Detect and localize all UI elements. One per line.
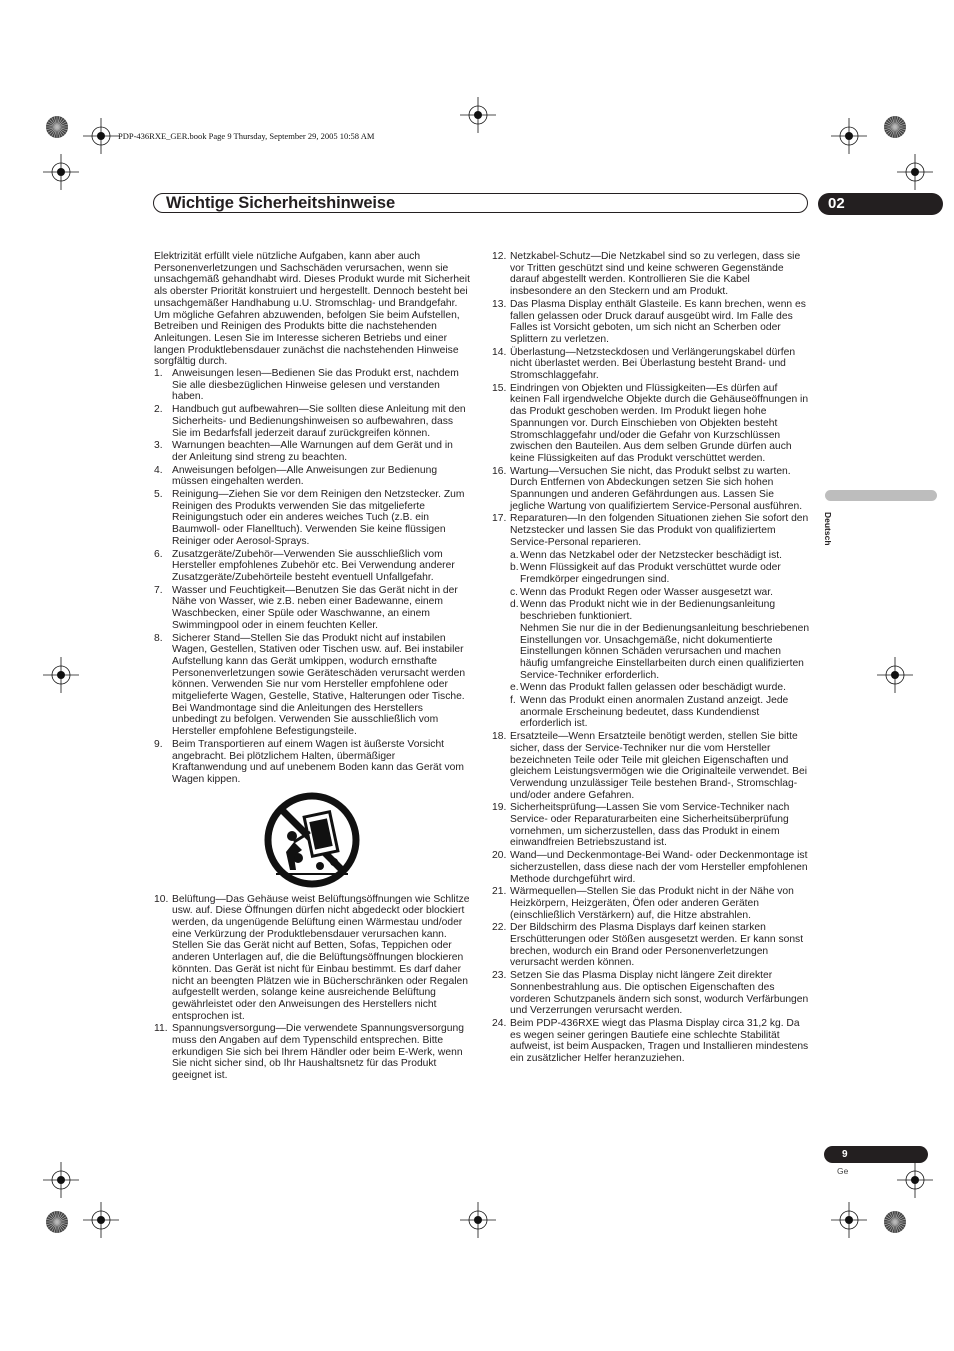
page-number: 9 xyxy=(842,1149,848,1160)
item-text: Anweisungen lesen—Bedienen Sie das Produkt erst, nachdem Sie alle diesbezüglichen Hinweise gelesen und verstanden haben. xyxy=(172,368,459,403)
item-text: Sicherheitsprüfung—Lassen Sie vom Service-Techniker nach Service- oder Reparaturarbeiten eine Sicherheitsüberprüfung vornehmen, um sicherzustellen, dass das Produkt in einem einwandfreien Betriebszustand ist. xyxy=(510,802,790,849)
item-number: 15. xyxy=(492,382,507,394)
item-number: 11. xyxy=(154,1023,168,1035)
item-text: Eindringen von Objekten und Flüssigkeiten—Es dürfen auf keinen Fall irgendwelche Objekte durch die Gehäuseöffnungen in das Produkt geschoben werden. Im Produkt liegen hohe Spannungen vor. Durch Einschieben von Objekten besteht Stromschlaggefahr und/oder die Gefahr von Kurzschlüssen zwischen den Bauteilen. Aus dem selben Grunde dürfen auch keine Flüssigkeiten auf das Produkt verschüttet werden. xyxy=(510,382,809,464)
list-item xyxy=(154,404,470,439)
chapter-badge xyxy=(818,193,943,215)
item-number: 7. xyxy=(154,584,163,596)
sub-item-letter: e. xyxy=(510,682,519,694)
item-number: 21. xyxy=(492,886,507,898)
item-number: 3. xyxy=(154,440,163,452)
item-text: Beim PDP-436RXE wiegt das Plasma Display circa 31,2 kg. Da es wegen seiner geringen Bautiefe eine schlechte Stabilität aufweist, ist beim Auspacken, Tragen und Installieren mindestens ein zusätzlicher Helfer heranzuziehen. xyxy=(510,1018,809,1065)
sub-list-item xyxy=(510,587,810,599)
sub-list-item xyxy=(510,695,810,730)
item-number: 4. xyxy=(154,464,163,476)
sub-item-letter: d. xyxy=(510,599,519,611)
item-text: Reinigung—Ziehen Sie vor dem Reinigen den Netzstecker. Zum Reinigen des Produkts verwenden Sie das mitgelieferte Reinigungstuch oder ein anderes weiches Tuch (z.B. ein Baumwoll- oder Flanelltuch). Verwenden Sie keine flüssigen Reiniger oder Aerosol-Sprays. xyxy=(172,489,465,547)
language-side-tab xyxy=(825,490,937,501)
list-item xyxy=(154,1023,470,1082)
intro-paragraph: Um mögliche Gefahren abzuwenden, befolgen Sie beim Aufstellen, Betreiben und Reinigen des Produkts bitte die nachstehenden Anleitungen. Lesen Sie im Interesse sicheren Betriebs und einer langen Produktlebensdauer zunächst die nachstehenden Hinweise sorgfältig durch. xyxy=(154,309,460,368)
sub-list-item xyxy=(510,550,810,562)
list-item xyxy=(154,368,470,403)
crosshair-mark-icon xyxy=(460,97,496,133)
list-item xyxy=(154,739,470,786)
sub-item-note: Nehmen Sie nur die in der Bedienungsanleitung beschriebenen Einstellungen vor. Unsachgemäße, nicht dokumentierte Einstellungen können Schäden verursachen und machen häufig umfangreiche Einstellarbeiten durch einen qualifizierten Service-Techniker erforderlich. xyxy=(520,622,810,681)
item-text: Sicherer Stand—Stellen Sie das Produkt nicht auf instabilen Wagen, Gestellen, Stativen oder Tischen usw. auf. Bei instabiler Aufstellung kann das Gerät umkippen, wodurch ernsthafte Personenverletzungen sowie Geräteschäden verursacht werden können. Verwenden Sie nur vom Hersteller empfohlene oder mitgelieferte Wagen, Gestelle, Stative, Halterungen oder Tische. Bei Wandmontage sind die Anleitungen des Herstellers unbedingt zu befolgen. Verwenden Sie ausschließlich vom Hersteller empfohlene Befestigungsteile. xyxy=(172,632,466,738)
item-text: Der Bildschirm des Plasma Displays darf keinen starken Erschütterungen oder Stößen ausgesetzt werden. Er kann sonst brechen, wodurch ein Brand oder Personenverletzungen verursacht werden können. xyxy=(510,922,804,969)
item-number: 1. xyxy=(154,368,163,380)
starburst-mark-icon xyxy=(884,1211,906,1233)
sub-item-letter: a. xyxy=(510,549,519,561)
cart-tipover-warning-icon xyxy=(264,792,360,888)
item-number: 9. xyxy=(154,738,163,750)
sub-item-text: Wenn das Produkt einen anormalen Zustand anzeigt. Jede anormale Erscheinung bedeutet, dass Kundendienst erforderlich ist. xyxy=(520,695,789,730)
item-text: Ersatzteile—Wenn Ersatzteile benötigt werden, stellen Sie bitte sicher, dass der Service-Techniker nur die vom Hersteller bezeichneten Teile oder Teile mit gleichen Eigenschaften und gleichem Leistungsvermögen wie die Originalteile verwendet. Bei Verwendung unzulässiger Teile bestehen Brand-, Stromschlag- und/oder andere Gefahren. xyxy=(510,731,808,801)
list-item xyxy=(154,585,470,632)
list-item xyxy=(154,633,470,738)
list-item xyxy=(154,440,470,463)
left-column xyxy=(154,251,470,1083)
chapter-number: 02 xyxy=(828,195,845,212)
item-number: 2. xyxy=(154,404,163,416)
list-item xyxy=(492,922,810,969)
page-number-badge xyxy=(824,1146,928,1163)
crosshair-mark-icon xyxy=(43,1162,79,1198)
list-item xyxy=(492,347,810,382)
item-text: Wand—und Deckenmontage-Bei Wand- oder Deckenmontage ist sicherzustellen, dass diese nach der vom Hersteller empfohlenen Methode durchgeführt wird. xyxy=(510,850,808,885)
item-text: Zusatzgeräte/Zubehör—Verwenden Sie ausschließlich vom Hersteller empfohlenes Zubehör etc. Bei Verwendung anderer Zusatzgeräte/Zubehörteile besteht eventuell Unfallgefahr. xyxy=(172,548,455,583)
sub-list-item xyxy=(510,562,810,585)
item-text: Setzen Sie das Plasma Display nicht längere Zeit direkter Sonnenbestrahlung aus. Die optischen Eigenschaften des vorderen Schutzpanels ändern sich sonst, wodurch Verfärbungen und Verzerrungen verursacht werden. xyxy=(510,970,809,1017)
sub-item-text: Wenn das Produkt Regen oder Wasser ausgesetzt war. xyxy=(520,586,773,598)
list-item xyxy=(492,466,810,513)
item-number: 5. xyxy=(154,489,163,501)
item-number: 20. xyxy=(492,850,507,862)
list-item xyxy=(492,251,810,298)
item-text: Wasser und Feuchtigkeit—Benutzen Sie das Gerät nicht in der Nähe von Wasser, wie z.B. neben einer Badewanne, einem Waschbecken, einer Spüle oder Waschwanne, an einem Swimmingpool oder in einem feuchten Keller. xyxy=(172,584,458,631)
page-title: Wichtige Sicherheitshinweise xyxy=(166,194,396,212)
item-text: Wärmequellen—Stellen Sie das Produkt nicht in der Nähe von Heizkörpern, Heizgeräten, Öfen oder anderen Geräten (einschließlich Verstärkern) auf, die Hitze abstrahlen. xyxy=(510,886,794,921)
item-number: 19. xyxy=(492,802,507,814)
item-text: Netzkabel-Schutz—Die Netzkabel sind so zu verlegen, dass sie vor Tritten geschützt sind und keine schweren Gegenstände darauf abgestellt werden. Kontrollieren Sie die Kabel insbesondere an den Steckern und am Produkt. xyxy=(510,251,801,298)
item-number: 18. xyxy=(492,731,507,743)
sub-item-letter: b. xyxy=(510,562,519,574)
list-item xyxy=(492,513,810,548)
crosshair-mark-icon xyxy=(83,1202,119,1238)
crosshair-mark-icon xyxy=(831,1202,867,1238)
section-title-bar xyxy=(153,193,808,213)
sub-item-text: Wenn das Produkt fallen gelassen oder beschädigt wurde. xyxy=(520,682,786,694)
list-item xyxy=(492,802,810,849)
item-text: Beim Transportieren auf einem Wagen ist äußerste Vorsicht angebracht. Bei plötzlichem Halten, übermäßiger Kraftanwendung und auf unebenem Boden kann das Gerät vom Wagen kippen. xyxy=(172,738,464,785)
sub-item-text: Wenn Flüssigkeit auf das Produkt verschüttet wurde oder Fremdkörper eingedrungen sind. xyxy=(520,562,781,585)
list-item xyxy=(492,970,810,1017)
item-number: 16. xyxy=(492,465,507,477)
list-item xyxy=(492,1018,810,1065)
item-number: 13. xyxy=(492,298,507,310)
item-text: Das Plasma Display enthält Glasteile. Es kann brechen, wenn es fallen gelassen oder Druck darauf ausgeübt wird. Im Falle des Falles ist Vorsicht geboten, um sich nicht an Scherben oder Splittern zu verletzen. xyxy=(510,298,806,345)
list-item xyxy=(492,299,810,346)
list-item xyxy=(492,383,810,465)
language-label: Deutsch xyxy=(823,512,833,546)
item-number: 8. xyxy=(154,632,163,644)
right-column xyxy=(492,251,810,1066)
starburst-mark-icon xyxy=(884,116,906,138)
item-text: Überlastung—Netzsteckdosen und Verlängerungskabel dürfen nicht überlastet werden. Bei Überlastung besteht Brand- und Stromschlaggefahr. xyxy=(510,346,796,382)
list-item xyxy=(492,850,810,885)
sub-list-item xyxy=(510,682,810,694)
list-item xyxy=(154,489,470,548)
item-text: Anweisungen befolgen—Alle Anweisungen zur Bedienung müssen eingehalten werden. xyxy=(172,464,438,488)
crosshair-mark-icon xyxy=(83,118,119,154)
item-number: 22. xyxy=(492,922,507,934)
item-text: Handbuch gut aufbewahren—Sie sollten diese Anleitung mit den Sicherheits- und Bedienungshinweisen so aufbewahren, dass Sie im Bedarfsfall jederzeit darauf zurückgreifen können. xyxy=(172,404,466,439)
item-number: 17. xyxy=(492,513,507,525)
item-text: Spannungsversorgung—Die verwendete Spannungsversorgung muss den Angaben auf dem Typenschild entsprechen. Bitte erkundigen Sie sich bei Ihrem Händler oder beim E-Werk, wenn Sie nicht sicher sind, ob Ihr Haushaltsnetz für das Produkt geeignet ist. xyxy=(172,1023,464,1082)
crosshair-mark-icon xyxy=(43,154,79,190)
list-item xyxy=(492,886,810,921)
item-text: Wartung—Versuchen Sie nicht, das Produkt selbst zu warten. Durch Entfernen von Abdeckungen setzen Sie sich hohen Spannungen und anderen Gefährdungen aus. Lassen Sie jegliche Wartung von qualifiziertem Service-Personal ausführen. xyxy=(510,465,803,512)
item-number: 23. xyxy=(492,970,507,982)
item-number: 24. xyxy=(492,1018,507,1029)
list-item xyxy=(154,894,470,1023)
crosshair-mark-icon xyxy=(897,1162,933,1198)
sub-item-letter: f. xyxy=(510,695,516,707)
starburst-mark-icon xyxy=(46,1211,68,1233)
crosshair-mark-icon xyxy=(897,154,933,190)
list-item xyxy=(492,731,810,801)
item-number: 6. xyxy=(154,548,163,560)
sub-item-letter: c. xyxy=(510,586,519,598)
intro-paragraph: Elektrizität erfüllt viele nützliche Aufgaben, kann aber auch Personenverletzungen und Sachschäden verursachen, wenn sie unsachgemäß gehandhabt wird. Dieses Produkt wurde mit Sicherheit als oberster Priorität konstruiert und hergestellt. Dennoch besteht bei unsachgemäßer Handhabung u.U. Stromschlag- und Brandgefahr. xyxy=(154,251,470,309)
crosshair-mark-icon xyxy=(460,1202,496,1238)
item-number: 10. xyxy=(154,893,169,905)
crosshair-mark-icon xyxy=(877,657,913,693)
language-side-label xyxy=(823,512,841,572)
list-item xyxy=(154,465,470,488)
sub-list-item xyxy=(510,599,810,681)
page-language-code: Ge xyxy=(837,1166,849,1176)
sub-item-text: Wenn das Produkt nicht wie in der Bedienungsanleitung beschrieben funktioniert. xyxy=(520,599,776,623)
sub-item-text: Wenn das Netzkabel oder der Netzstecker beschädigt ist. xyxy=(520,549,782,561)
item-text: Warnungen beachten—Alle Warnungen auf dem Gerät und in der Anleitung sind streng zu beachten. xyxy=(172,440,453,463)
crosshair-mark-icon xyxy=(43,657,79,693)
starburst-mark-icon xyxy=(46,116,68,138)
item-number: 12. xyxy=(492,251,507,262)
item-text: Reparaturen—In den folgenden Situationen ziehen Sie sofort den Netzstecker und lassen Sie das Produkt von qualifiziertem Service-Personal reparieren. xyxy=(510,513,809,548)
item-number: 14. xyxy=(492,346,507,358)
list-item xyxy=(154,549,470,584)
crosshair-mark-icon xyxy=(831,118,867,154)
item-text: Belüftung—Das Gehäuse weist Belüftungsöffnungen wie Schlitze usw. auf. Diese Öffnungen dürfen nicht abgedeckt oder blockiert werden, da ungenügende Belüftung einen Wärmestau und/oder eine Verkürzung der Produktlebensdauer verursachen kann. Stellen Sie das Gerät nicht auf Betten, Sofas, Teppichen oder anderen Unterlagen auf, die die Belüftungsöffnungen blockieren könnten. Das Gerät ist nicht für Einbau bestimmt. Es darf daher nicht an beengten Plätzen wie in Bücherschränken oder Regalen aufgestellt werden, solange keine ausreichende Belüftung gewährleistet oder den Anweisungen des Herstellers nicht entsprochen ist. xyxy=(172,893,470,1022)
print-info-line: PDP-436RXE_GER.book Page 9 Thursday, September 29, 2005 10:58 AM xyxy=(118,131,375,141)
